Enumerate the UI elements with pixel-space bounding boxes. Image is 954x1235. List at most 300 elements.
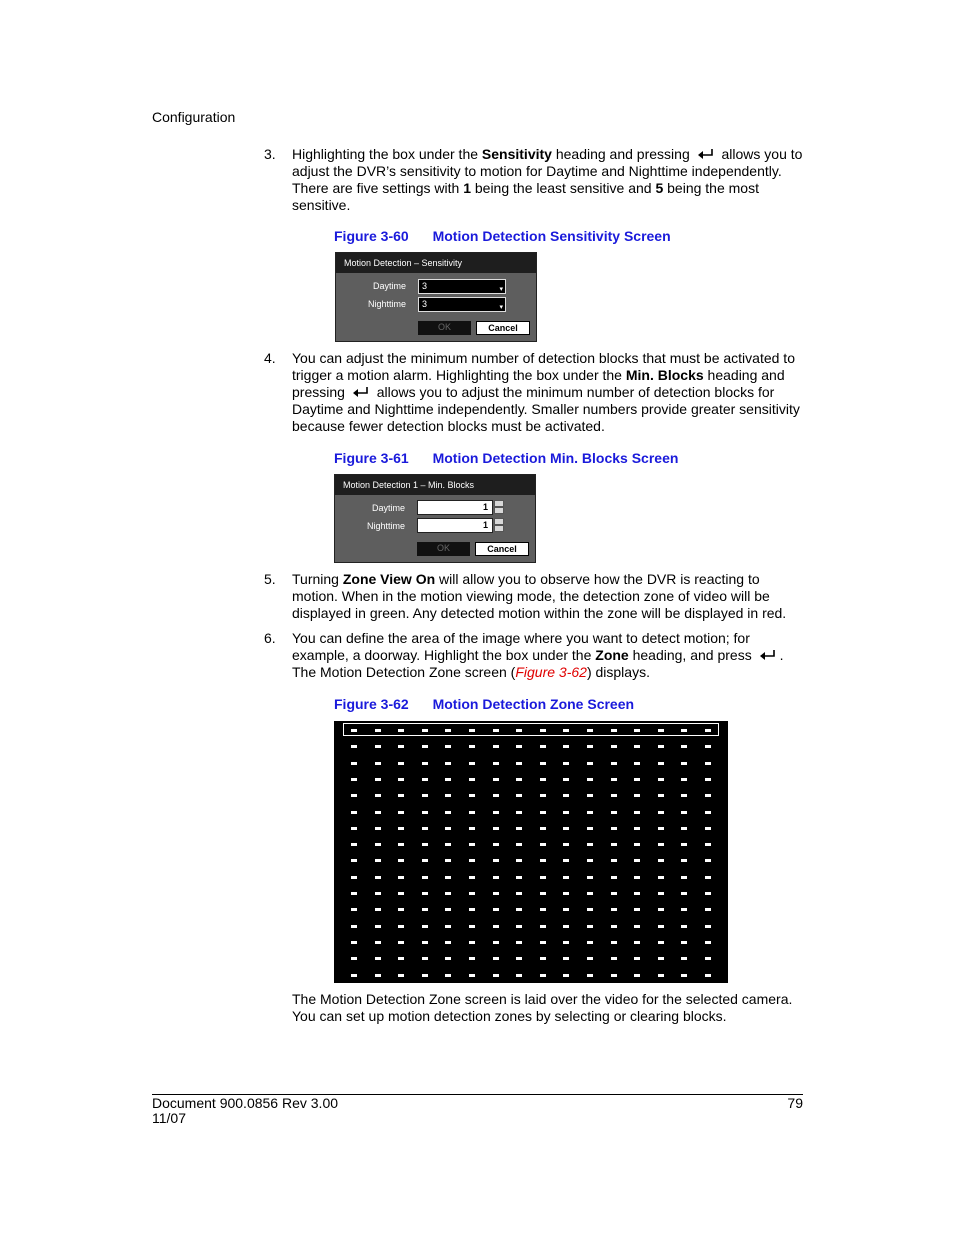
zone-block[interactable] [658,794,664,797]
zone-block[interactable] [563,827,569,830]
zone-block[interactable] [634,811,640,814]
zone-block[interactable] [658,811,664,814]
zone-block[interactable] [681,974,687,977]
zone-block[interactable] [516,974,522,977]
zone-block[interactable] [705,729,711,732]
zone-block[interactable] [493,729,499,732]
zone-block[interactable] [422,957,428,960]
zone-block[interactable] [351,843,357,846]
zone-block[interactable] [705,762,711,765]
zone-block[interactable] [611,778,617,781]
zone-block[interactable] [611,843,617,846]
zone-block[interactable] [493,859,499,862]
zone-block[interactable] [493,974,499,977]
zone-block[interactable] [516,811,522,814]
zone-block[interactable] [563,974,569,977]
zone-block[interactable] [634,908,640,911]
zone-block[interactable] [634,745,640,748]
zone-block[interactable] [587,957,593,960]
zone-block[interactable] [658,925,664,928]
zone-block[interactable] [493,892,499,895]
zone-block[interactable] [540,925,546,928]
zone-block[interactable] [587,892,593,895]
step-4-text [292,350,807,435]
daytime-sensitivity-select[interactable] [418,279,506,294]
figure-reference-link[interactable]: Figure 3-62 [515,664,587,680]
zone-block[interactable] [563,745,569,748]
text-run: allows you to adjust the minimum number of detection blocks for Daytime and Nighttime independently. Smaller numbers provide greater sensitivity because fewer detection blocks must be activated. [292,384,800,434]
zone-block[interactable] [469,729,475,732]
zone-block[interactable] [445,941,451,944]
figure-caption-61 [334,450,678,466]
zone-block[interactable] [375,827,381,830]
zone-block[interactable] [634,762,640,765]
zone-block[interactable] [681,778,687,781]
text-run: Highlighting the box under the [292,146,482,162]
zone-block[interactable] [540,827,546,830]
zone-block[interactable] [563,892,569,895]
zone-block[interactable] [634,843,640,846]
zone-block[interactable] [469,794,475,797]
increment-arrow-icon[interactable] [494,518,504,525]
zone-block[interactable] [493,876,499,879]
zone-block[interactable] [398,827,404,830]
zone-block[interactable] [563,908,569,911]
ok-button[interactable]: OK [417,542,470,556]
bold-term: Zone [595,647,629,663]
zone-block[interactable] [681,876,687,879]
zone-block[interactable] [705,811,711,814]
zone-block[interactable] [611,827,617,830]
zone-block[interactable] [705,859,711,862]
zone-block[interactable] [540,974,546,977]
figure-caption-62 [334,696,634,712]
footer-date: 11/07 [152,1110,186,1126]
zone-block[interactable] [469,745,475,748]
zone-block[interactable] [563,729,569,732]
zone-block[interactable] [398,811,404,814]
zone-block[interactable] [634,925,640,928]
zone-block[interactable] [540,778,546,781]
zone-block[interactable] [516,892,522,895]
zone-block[interactable] [375,729,381,732]
zone-block[interactable] [351,811,357,814]
zone-block[interactable] [658,827,664,830]
zone-block[interactable] [540,762,546,765]
zone-block[interactable] [398,843,404,846]
zone-block[interactable] [540,811,546,814]
zone-block[interactable] [351,908,357,911]
step-number: 3. [264,146,276,162]
zone-block[interactable] [705,827,711,830]
zone-block[interactable] [563,778,569,781]
zone-block[interactable] [493,941,499,944]
zone-block[interactable] [563,957,569,960]
zone-block[interactable] [634,827,640,830]
zone-block[interactable] [469,941,475,944]
zone-block[interactable] [563,843,569,846]
zone-block[interactable] [351,892,357,895]
zone-block[interactable] [587,794,593,797]
zone-block[interactable] [587,908,593,911]
zone-block[interactable] [422,762,428,765]
zone-block[interactable] [445,925,451,928]
zone-block[interactable] [516,778,522,781]
text-run: being the most sensitive. [292,180,759,213]
zone-block[interactable] [351,745,357,748]
zone-block[interactable] [611,745,617,748]
figure-title: Motion Detection Sensitivity Screen [432,228,671,244]
zone-block[interactable] [351,876,357,879]
zone-block[interactable] [658,974,664,977]
zone-block[interactable] [634,729,640,732]
zone-block[interactable] [540,729,546,732]
zone-block[interactable] [681,827,687,830]
cancel-button[interactable]: Cancel [475,542,529,556]
zone-block[interactable] [540,941,546,944]
zone-block[interactable] [681,762,687,765]
zone-block[interactable] [705,843,711,846]
zone-block[interactable] [611,892,617,895]
zone-block[interactable] [445,892,451,895]
zone-block[interactable] [516,925,522,928]
zone-block[interactable] [493,957,499,960]
zone-block[interactable] [705,908,711,911]
zone-block[interactable] [422,745,428,748]
zone-block[interactable] [375,859,381,862]
zone-block[interactable] [516,827,522,830]
zone-block[interactable] [563,762,569,765]
zone-block[interactable] [469,859,475,862]
zone-block[interactable] [611,908,617,911]
zone-block[interactable] [611,957,617,960]
zone-block[interactable] [445,729,451,732]
zone-block[interactable] [493,908,499,911]
zone-block[interactable] [587,876,593,879]
zone-block[interactable] [587,811,593,814]
zone-block[interactable] [540,876,546,879]
zone-block[interactable] [375,908,381,911]
text-run: Turning [292,571,343,587]
zone-block[interactable] [422,908,428,911]
zone-block[interactable] [705,876,711,879]
zone-block[interactable] [469,925,475,928]
zone-block[interactable] [351,957,357,960]
zone-block[interactable] [705,974,711,977]
zone-block[interactable] [422,778,428,781]
zone-block[interactable] [422,941,428,944]
zone-block[interactable] [705,892,711,895]
zone-block[interactable] [445,827,451,830]
zone-block[interactable] [351,941,357,944]
motion-zone-grid[interactable] [334,721,728,983]
zone-block[interactable] [398,892,404,895]
zone-block[interactable] [422,925,428,928]
zone-block[interactable] [540,859,546,862]
zone-block[interactable] [611,794,617,797]
zone-block[interactable] [587,762,593,765]
zone-block[interactable] [540,843,546,846]
zone-block[interactable] [634,778,640,781]
figure-title: Motion Detection Min. Blocks Screen [432,450,679,466]
zone-block[interactable] [611,876,617,879]
zone-block[interactable] [587,729,593,732]
step-number: 4. [264,350,276,366]
bold-term: Min. Blocks [625,367,704,383]
zone-block[interactable] [516,729,522,732]
zone-block[interactable] [398,925,404,928]
text-run: will allow you to observe how the DVR is reacting to motion. When in the motion viewing mode, the detection zone of video will be displayed in green. Any detected motion within the zone will be displayed in red. [292,571,787,621]
zone-block[interactable] [516,794,522,797]
zone-block[interactable] [611,811,617,814]
zone-block[interactable] [351,974,357,977]
zone-block[interactable] [351,794,357,797]
cancel-button[interactable]: Cancel [476,321,530,335]
zone-block[interactable] [681,957,687,960]
zone-block[interactable] [375,794,381,797]
zone-block[interactable] [516,859,522,862]
ok-button[interactable]: OK [418,321,471,335]
zone-block[interactable] [445,745,451,748]
zone-block[interactable] [422,974,428,977]
zone-block[interactable] [587,974,593,977]
zone-block[interactable] [516,762,522,765]
zone-block[interactable] [658,876,664,879]
zone-block[interactable] [634,876,640,879]
zone-block[interactable] [634,941,640,944]
daytime-sensitivity-value: 3 [422,281,428,291]
zone-block[interactable] [634,957,640,960]
zone-block[interactable] [445,843,451,846]
zone-block[interactable] [422,729,428,732]
text-run: . The Motion Detection Zone screen ( [292,647,784,680]
zone-block[interactable] [516,941,522,944]
nighttime-label: Nighttime [366,521,405,531]
zone-block[interactable] [469,843,475,846]
zone-block[interactable] [445,957,451,960]
zone-block[interactable] [587,827,593,830]
zone-block[interactable] [469,974,475,977]
zone-block[interactable] [493,745,499,748]
footer-document: Document 900.0856 Rev 3.00 [152,1095,339,1111]
zone-block[interactable] [705,794,711,797]
dialog-title: Motion Detection – Sensitivity [336,253,536,273]
zone-block[interactable] [493,925,499,928]
zone-block[interactable] [422,892,428,895]
zone-block[interactable] [351,762,357,765]
zone-block[interactable] [658,745,664,748]
zone-block[interactable] [587,843,593,846]
enter-key-icon [697,147,715,159]
zone-block[interactable] [375,843,381,846]
zone-block[interactable] [611,859,617,862]
zone-block[interactable] [705,941,711,944]
zone-block[interactable] [398,908,404,911]
zone-block[interactable] [516,957,522,960]
zone-block[interactable] [540,745,546,748]
zone-block[interactable] [611,941,617,944]
nighttime-sensitivity-select[interactable] [418,297,506,312]
zone-block[interactable] [398,974,404,977]
zone-block[interactable] [611,974,617,977]
zone-block[interactable] [587,745,593,748]
zone-block[interactable] [469,908,475,911]
zone-block[interactable] [705,745,711,748]
zone-block[interactable] [375,811,381,814]
zone-block[interactable] [375,876,381,879]
zone-block[interactable] [445,778,451,781]
zone-block[interactable] [705,957,711,960]
zone-block[interactable] [493,827,499,830]
zone-block[interactable] [681,908,687,911]
nighttime-min-blocks-field[interactable]: 1 [417,518,493,533]
zone-block[interactable] [422,794,428,797]
zone-block[interactable] [681,925,687,928]
zone-block[interactable] [516,745,522,748]
zone-block[interactable] [705,925,711,928]
figure-caption-60 [334,228,671,244]
zone-block[interactable] [658,892,664,895]
zone-block[interactable] [681,745,687,748]
zone-block[interactable] [658,859,664,862]
zone-block[interactable] [398,876,404,879]
zone-block[interactable] [634,794,640,797]
zone-block[interactable] [422,876,428,879]
zone-block[interactable] [540,892,546,895]
daytime-label: Daytime [372,281,406,291]
bold-term: Sensitivity [481,146,552,162]
zone-block[interactable] [611,762,617,765]
zone-block[interactable] [587,941,593,944]
zone-block[interactable] [587,859,593,862]
zone-block[interactable] [422,811,428,814]
zone-block[interactable] [445,876,451,879]
zone-block[interactable] [658,941,664,944]
zone-block[interactable] [351,827,357,830]
zone-block[interactable] [681,794,687,797]
step-5-text [292,571,807,622]
zone-block[interactable] [516,908,522,911]
zone-block[interactable] [658,778,664,781]
zone-block[interactable] [351,729,357,732]
zone-block[interactable] [493,843,499,846]
zone-block[interactable] [681,811,687,814]
zone-block[interactable] [445,811,451,814]
zone-block[interactable] [445,762,451,765]
zone-block[interactable] [469,892,475,895]
increment-arrow-icon[interactable] [494,500,504,507]
zone-block[interactable] [563,876,569,879]
zone-block[interactable] [351,859,357,862]
zone-block[interactable] [516,876,522,879]
zone-block[interactable] [681,843,687,846]
zone-block[interactable] [375,778,381,781]
zone-block[interactable] [469,762,475,765]
zone-block[interactable] [563,941,569,944]
zone-block[interactable] [658,729,664,732]
zone-block[interactable] [445,908,451,911]
daytime-min-blocks-field[interactable]: 1 [417,500,493,515]
running-header: Configuration [152,109,236,125]
zone-block[interactable] [469,957,475,960]
zone-block[interactable] [516,843,522,846]
text-run: heading and pressing [292,367,785,400]
zone-block[interactable] [681,729,687,732]
zone-block[interactable] [634,859,640,862]
zone-block[interactable] [375,762,381,765]
zone-block[interactable] [681,941,687,944]
zone-block[interactable] [658,762,664,765]
zone-block[interactable] [398,941,404,944]
zone-block[interactable] [398,957,404,960]
zone-block[interactable] [493,778,499,781]
zone-block[interactable] [493,794,499,797]
zone-block[interactable] [587,778,593,781]
zone-block[interactable] [351,778,357,781]
zone-block[interactable] [445,859,451,862]
zone-block[interactable] [375,892,381,895]
zone-block[interactable] [563,811,569,814]
zone-block[interactable] [469,876,475,879]
zone-block[interactable] [375,957,381,960]
zone-block[interactable] [493,762,499,765]
zone-block[interactable] [634,974,640,977]
zone-block[interactable] [398,859,404,862]
zone-block[interactable] [563,925,569,928]
zone-block[interactable] [540,794,546,797]
zone-block[interactable] [587,925,593,928]
zone-block[interactable] [398,762,404,765]
zone-block[interactable] [611,729,617,732]
text-run: ) displays. [586,664,650,680]
zone-block[interactable] [445,794,451,797]
zone-block[interactable] [563,859,569,862]
decrement-arrow-icon[interactable] [494,525,504,532]
zone-block[interactable] [398,745,404,748]
zone-block[interactable] [375,941,381,944]
zone-block[interactable] [493,811,499,814]
zone-block[interactable] [658,957,664,960]
zone-block[interactable] [375,745,381,748]
zone-block[interactable] [375,974,381,977]
zone-block[interactable] [375,925,381,928]
zone-block[interactable] [634,892,640,895]
zone-block[interactable] [563,794,569,797]
zone-block[interactable] [540,908,546,911]
zone-block[interactable] [445,974,451,977]
zone-block[interactable] [540,957,546,960]
zone-block[interactable] [469,778,475,781]
zone-block[interactable] [681,892,687,895]
zone-block[interactable] [705,778,711,781]
zone-block[interactable] [681,859,687,862]
zone-block[interactable] [422,843,428,846]
zone-block[interactable] [398,729,404,732]
sensitivity-dialog [335,252,537,342]
zone-block[interactable] [658,843,664,846]
zone-block[interactable] [398,778,404,781]
zone-block[interactable] [351,925,357,928]
zone-block[interactable] [469,827,475,830]
zone-block[interactable] [611,925,617,928]
zone-block[interactable] [398,794,404,797]
zone-block[interactable] [422,827,428,830]
zone-block[interactable] [469,811,475,814]
zone-block[interactable] [422,859,428,862]
decrement-arrow-icon[interactable] [494,507,504,514]
text-run: being the least sensitive and [470,180,656,196]
zone-block[interactable] [658,908,664,911]
